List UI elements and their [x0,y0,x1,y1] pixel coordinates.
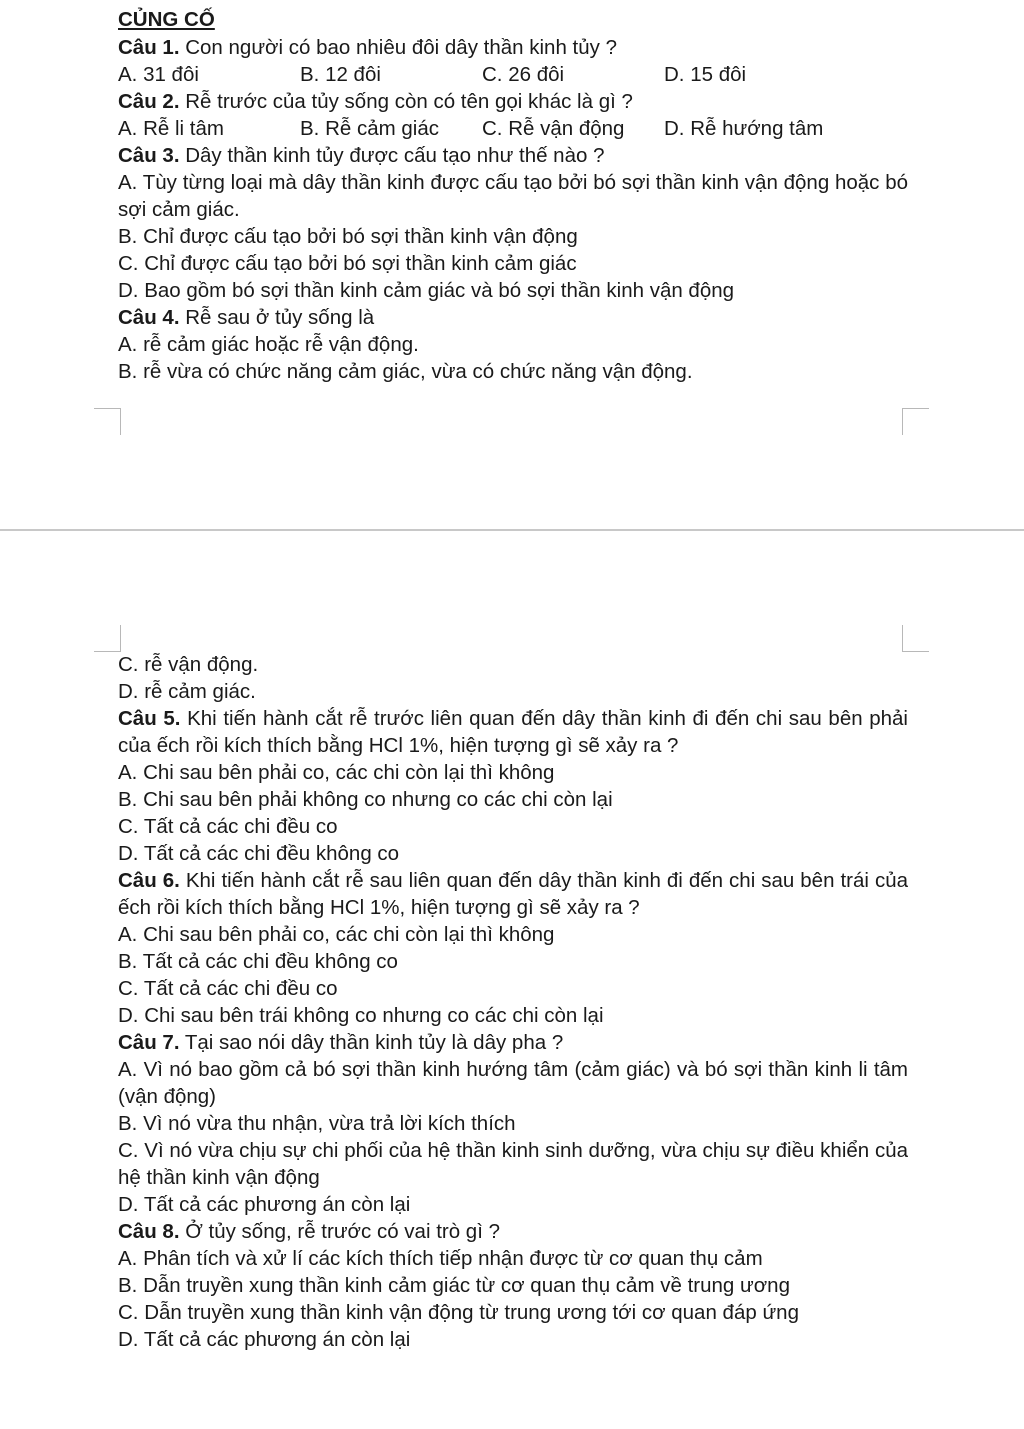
option-a: A. rễ cảm giác hoặc rễ vận động. [118,333,419,356]
option-a: A. Chi sau bên phải co, các chi còn lại thì không [118,923,555,946]
question-text: Khi tiến hành cắt rễ trước liên quan đến dây thần kinh đi đến chi sau bên phải của ếch rồi kích thích bằng HCl 1%, hiện tượng gì sẽ xảy ra ? [118,707,908,757]
question-text: Rễ trước của tủy sống còn có tên gọi khác là gì ? [179,90,633,113]
option-d: D. rễ cảm giác. [118,680,256,703]
option-b: B. Vì nó vừa thu nhận, vừa trả lời kích thích [118,1112,516,1135]
question-4 [118,304,908,331]
option-b: B. 12 đôi [300,63,381,86]
page-corner-mark-top-right [902,408,929,435]
option-c: C. Dẫn truyền xung thần kinh vận động từ trung ương tới cơ quan đáp ứng [118,1301,799,1324]
question-2 [118,88,908,115]
option-b: B. Dẫn truyền xung thần kinh cảm giác từ cơ quan thụ cảm về trung ương [118,1274,790,1297]
question-number: Câu 3. [118,144,180,167]
question-text: Con người có bao nhiêu đôi dây thần kinh tủy ? [179,36,617,59]
question-number: Câu 5. [118,707,181,730]
question-number: Câu 1. [118,36,180,59]
page-2 [118,651,908,1353]
page-corner-mark-bottom-left [94,625,121,652]
question-1 [118,34,908,61]
question-6 [118,867,908,921]
option-a: A. Chi sau bên phải co, các chi còn lại thì không [118,761,555,784]
question-number: Câu 8. [118,1220,180,1243]
question-number: Câu 2. [118,90,180,113]
option-a: A. Vì nó bao gồm cả bó sợi thần kinh hướng tâm (cảm giác) và bó sợi thần kinh li tâm (vận động) [118,1058,908,1108]
question-7 [118,1029,908,1056]
option-d: D. Rễ hướng tâm [664,117,824,140]
option-b: B. rễ vừa có chức năng cảm giác, vừa có chức năng vận động. [118,360,693,383]
option-a: A. Phân tích và xử lí các kích thích tiếp nhận được từ cơ quan thụ cảm [118,1247,763,1270]
question-1-options [118,61,908,88]
option-c: C. 26 đôi [482,63,565,86]
question-text: Dây thần kinh tủy được cấu tạo như thế nào ? [179,144,605,167]
option-b: B. Chi sau bên phải không co nhưng co các chi còn lại [118,788,613,811]
question-2-options [118,115,908,142]
option-b: B. Rễ cảm giác [300,117,439,140]
option-c: C. Tất cả các chi đều co [118,815,338,838]
question-number: Câu 6. [118,869,180,892]
option-d: D. Tất cả các phương án còn lại [118,1193,411,1216]
option-d: D. Bao gồm bó sợi thần kinh cảm giác và bó sợi thần kinh vận động [118,279,735,302]
page-1 [118,6,908,385]
option-a: A. Tùy từng loại mà dây thần kinh được cấu tạo bởi bó sợi thần kinh vận động hoặc bó sợi cảm giác. [118,171,908,221]
option-d: D. Tất cả các chi đều không co [118,842,400,865]
option-b: B. Chỉ được cấu tạo bởi bó sợi thần kinh vận động [118,225,578,248]
option-c: C. Chỉ được cấu tạo bởi bó sợi thần kinh cảm giác [118,252,577,275]
question-text: Tại sao nói dây thần kinh tủy là dây pha ? [179,1031,564,1054]
question-8 [118,1218,908,1245]
option-d: D. Chi sau bên trái không co nhưng co các chi còn lại [118,1004,604,1027]
question-text: Rễ sau ở tủy sống là [179,306,375,329]
page-break-divider [0,529,1024,531]
question-number: Câu 7. [118,1031,180,1054]
option-c: C. rễ vận động. [118,653,259,676]
option-c: C. Rễ vận động [482,117,625,140]
question-number: Câu 4. [118,306,180,329]
section-heading: CỦNG CỐ [118,8,215,31]
option-a: A. Rễ li tâm [118,117,224,140]
page-corner-mark-bottom-right [902,625,929,652]
page-corner-mark-top-left [94,408,121,435]
option-c: C. Vì nó vừa chịu sự chi phối của hệ thần kinh sinh dưỡng, vừa chịu sự điều khiển của hệ thần kinh vận động [118,1139,908,1189]
option-d: D. 15 đôi [664,63,747,86]
option-b: B. Tất cả các chi đều không co [118,950,398,973]
option-c: C. Tất cả các chi đều co [118,977,338,1000]
question-5 [118,705,908,759]
question-3 [118,142,908,169]
option-a: A. 31 đôi [118,63,199,86]
option-d: D. Tất cả các phương án còn lại [118,1328,411,1351]
question-text: Ở tủy sống, rễ trước có vai trò gì ? [179,1220,501,1243]
question-text: Khi tiến hành cắt rễ sau liên quan đến dây thần kinh đi đến chi sau bên trái của ếch rồi kích thích bằng HCl 1%, hiện tượng gì sẽ xảy ra ? [118,869,908,919]
